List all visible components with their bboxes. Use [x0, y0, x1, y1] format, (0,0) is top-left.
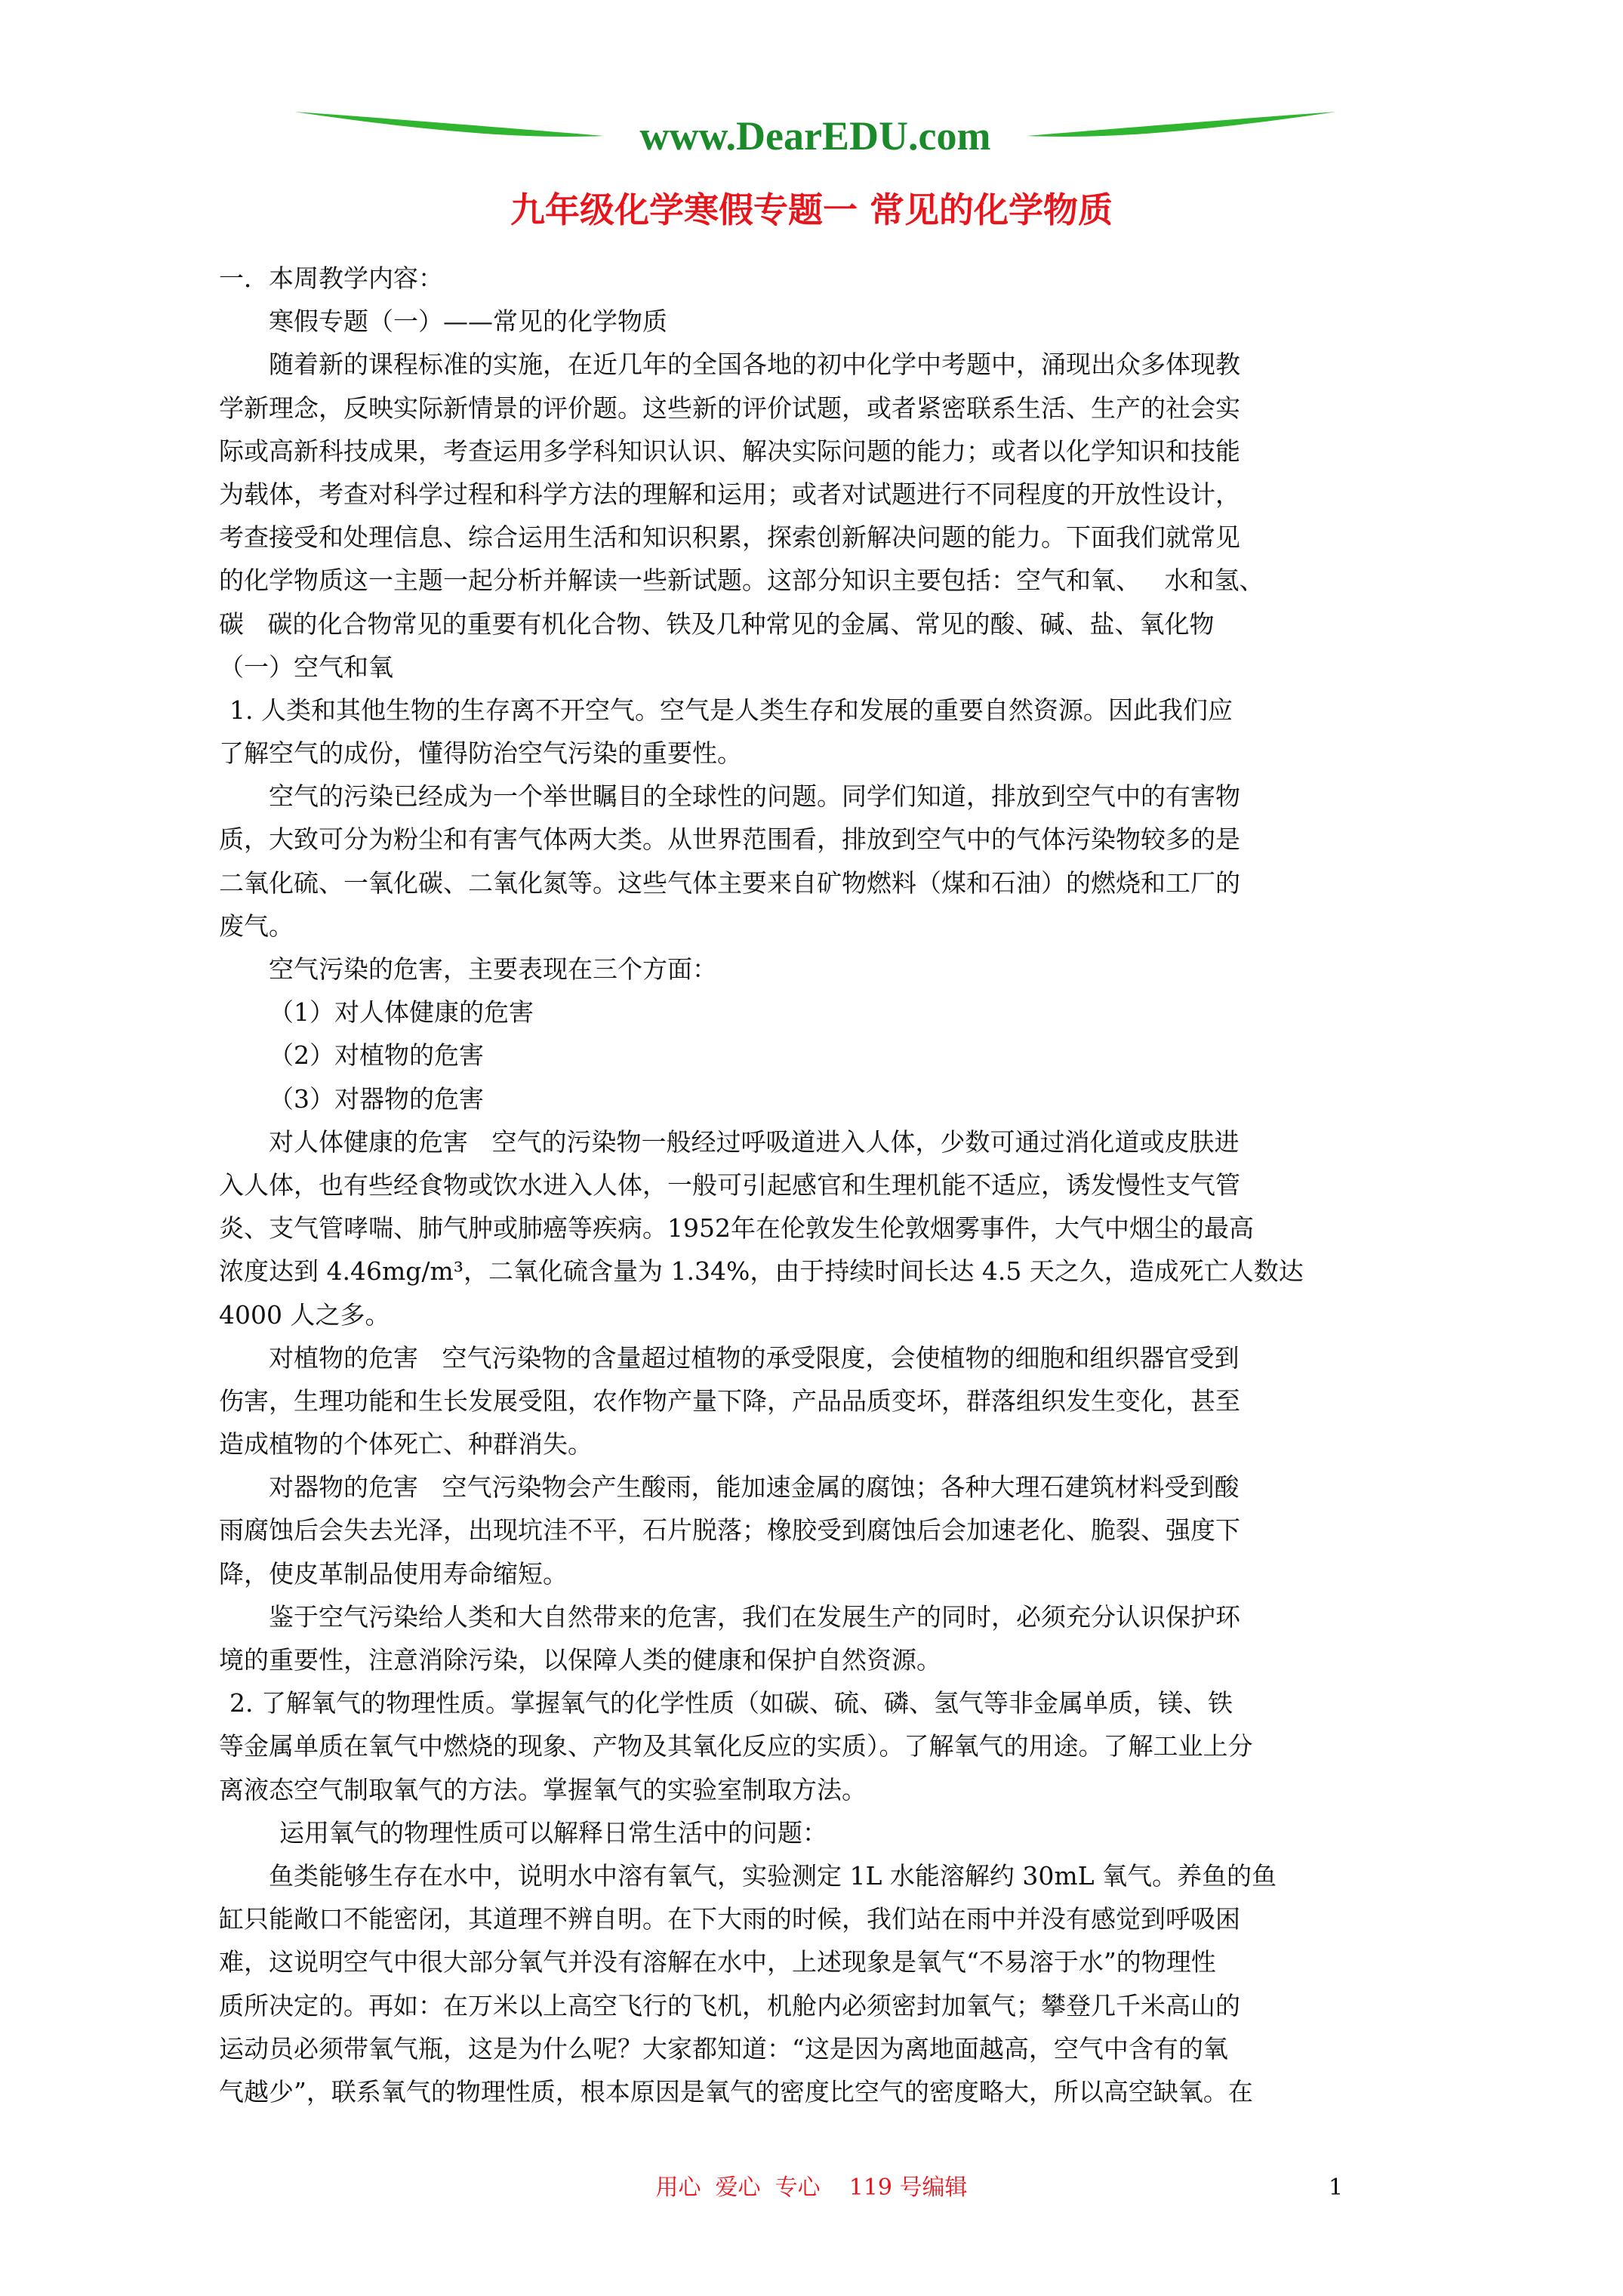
list-item: （3）对器物的危害 [269, 1083, 484, 1114]
text-line: 伤害，生理功能和生长发展受阻，农作物产量下降，产品品质变坏，群落组织发生变化，甚至 [219, 1385, 1240, 1416]
text-line: 造成植物的个体死亡、种群消失。 [219, 1429, 593, 1459]
text-line: 随着新的课程标准的实施，在近几年的全国各地的初中化学中考题中，涌现出众多体现教 [269, 350, 1240, 380]
left-swoosh [294, 112, 604, 137]
list-item: （2）对植物的危害 [269, 1040, 484, 1071]
text-line: 碳 碳的化合物常见的重要有机化合物、铁及几种常见的金属、常见的酸、碱、盐、氧化物 [219, 609, 1215, 639]
section-heading: （一）空气和氧 [219, 652, 393, 682]
text-line: 废气。 [219, 911, 294, 941]
banner-swoosh-graphic [287, 89, 1344, 172]
text-line: 等金属单质在氧气中燃烧的现象、产物及其氧化反应的实质）。了解氧气的用途。了解工业上分 [219, 1731, 1253, 1761]
text-line: 入人体，也有些经食物或饮水进入人体，一般可引起感官和生理机能不适应，诱发慢性支气管 [219, 1170, 1240, 1200]
text-line: 了解空气的成份，懂得防治空气污染的重要性。 [219, 738, 742, 769]
list-item: （1）对人体健康的危害 [269, 997, 534, 1028]
text-line: 一．本周教学内容： [219, 264, 443, 293]
text-line: 对植物的危害 空气污染物的含量超过植物的承受限度，会使植物的细胞和组织器官受到 [269, 1342, 1240, 1373]
text-line: 考查接受和处理信息、综合运用生活和知识积累，探索创新解决问题的能力。下面我们就常见 [219, 522, 1240, 553]
text-line: 1. 人类和其他生物的生存离不开空气。空气是人类生存和发展的重要自然资源。因此我们应 [229, 695, 1233, 725]
text-line: 境的重要性，注意消除污染，以保障人类的健康和保护自然资源。 [219, 1645, 941, 1675]
page-number: 1 [1329, 2174, 1344, 2201]
text-line: 学新理念，反映实际新情景的评价题。这些新的评价试题，或者紧密联系生活、生产的社会实 [219, 393, 1240, 423]
text-line: 2. 了解氧气的物理性质。掌握氧气的化学性质（如碳、硫、磷、氢气等非金属单质，镁、铁 [229, 1688, 1233, 1718]
text-line: 对人体健康的危害 空气的污染物一般经过呼吸道进入人体，少数可通过消化道或皮肤进 [269, 1126, 1240, 1157]
document-body [219, 257, 1412, 2113]
text-line: 难，这说明空气中很大部分氧气并没有溶解在水中，上述现象是氧气“不易溶于水”的物理性 [219, 1947, 1216, 1977]
text-line: 运动员必须带氧气瓶，这是为什么呢？大家都知道：“这是因为离地面越高，空气中含有的氧 [219, 2033, 1228, 2063]
text-line: 缸只能敞口不能密闭，其道理不辨自明。在下大雨的时候，我们站在雨中并没有感觉到呼吸困 [219, 1904, 1240, 1934]
text-line: 际或高新科技成果，考查运用多学科知识认识、解决实际问题的能力；或者以化学知识和技能 [219, 436, 1240, 466]
text-line: 4000 人之多。 [219, 1299, 390, 1330]
header-banner [287, 89, 1344, 172]
text-line: 浓度达到 4.46mg/m³，二氧化硫含量为 1.34%，由于持续时间长达 4.5 天之久，造成死亡人数达 [219, 1256, 1304, 1287]
text-line: 的化学物质这一主题一起分析并解读一些新试题。这部分知识主要包括：空气和氧、 水和氢、 [219, 566, 1264, 596]
text-line: 空气污染的危害，主要表现在三个方面： [269, 954, 717, 984]
text-line: 炎、支气管哮喘、肺气肿或肺癌等疾病。1952年在伦敦发生伦敦烟雾事件，大气中烟尘的最高 [219, 1213, 1254, 1244]
text-line: 离液态空气制取氧气的方法。掌握氧气的实验室制取方法。 [219, 1774, 867, 1804]
text-line: 气越少”，联系氧气的物理性质，根本原因是氧气的密度比空气的密度略大，所以高空缺氧。在 [219, 2076, 1253, 2106]
text-line: 为载体，考查对科学过程和科学方法的理解和运用；或者对试题进行不同程度的开放性设计， [219, 479, 1240, 509]
text-line: 鉴于空气污染给人类和大自然带来的危害，我们在发展生产的同时，必须充分认识保护环 [269, 1601, 1240, 1632]
document-title: 九年级化学寒假专题一 常见的化学物质 [510, 190, 1113, 230]
text-line: 鱼类能够生存在水中，说明水中溶有氧气，实验测定 1L 水能溶解约 30mL 氧气。养鱼的鱼 [269, 1860, 1277, 1891]
footer-editor-note: 用心 爱心 专心 119 号编辑 [655, 2174, 968, 2201]
banner-site-text: www.DearEDU.com [639, 113, 991, 159]
right-swoosh [1027, 112, 1336, 137]
text-line: 二氧化硫、一氧化碳、二氧化氮等。这些气体主要来自矿物燃料（煤和石油）的燃烧和工厂的 [219, 868, 1240, 898]
text-line: 对器物的危害 空气污染物会产生酸雨，能加速金属的腐蚀；各种大理石建筑材料受到酸 [269, 1472, 1240, 1502]
text-line: 空气的污染已经成为一个举世瞩目的全球性的问题。同学们知道，排放到空气中的有害物 [269, 781, 1240, 812]
text-line: 质所决定的。再如：在万米以上高空飞行的飞机，机舱内必须密封加氧气；攀登几千米高山的 [219, 1990, 1240, 2020]
text-line: 降，使皮革制品使用寿命缩短。 [219, 1558, 568, 1589]
text-line: 雨腐蚀后会失去光泽，出现坑洼不平，石片脱落；橡胶受到腐蚀后会加速老化、脆裂、强度下 [219, 1515, 1240, 1546]
text-line: 寒假专题（一）——常见的化学物质 [269, 307, 667, 337]
text-line: 运用氧气的物理性质可以解释日常生活中的问题： [279, 1817, 827, 1848]
text-line: 质，大致可分为粉尘和有害气体两大类。从世界范围看，排放到空气中的气体污染物较多的是 [219, 824, 1240, 855]
